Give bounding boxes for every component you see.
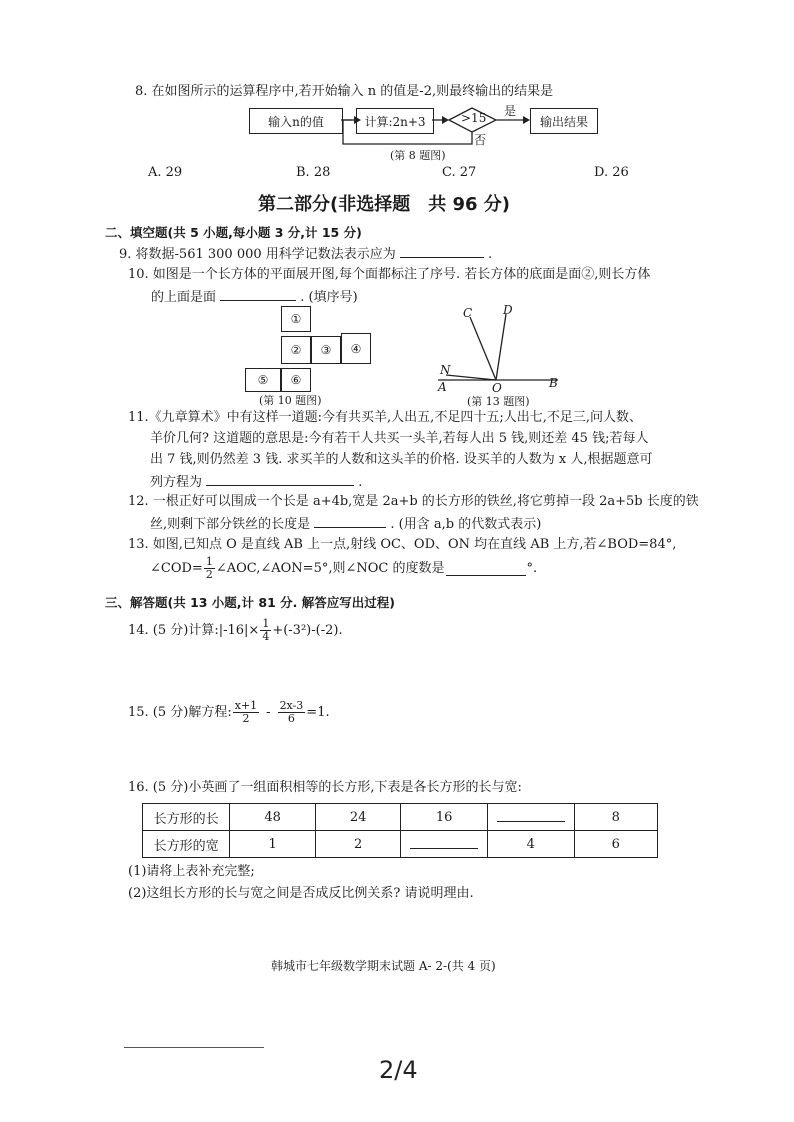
table-cell: 长方形的宽 bbox=[143, 831, 230, 858]
part2-title: 第二部分(非选择题 共 96 分) bbox=[258, 194, 511, 215]
table-cell: 8 bbox=[574, 804, 657, 831]
table-cell-blank bbox=[401, 831, 488, 858]
page-indicator: 2/4 bbox=[379, 1056, 418, 1084]
q13-frac-num: 1 bbox=[205, 555, 213, 568]
q9 bbox=[119, 244, 492, 264]
net-face-1: ① bbox=[281, 306, 311, 332]
q10-text: 的上面是面 bbox=[151, 290, 217, 305]
q14 bbox=[128, 618, 343, 643]
q8-caption: (第 8 题图) bbox=[390, 149, 446, 162]
q11-text: 列方程为 bbox=[150, 475, 203, 490]
table-cell: 长方形的长 bbox=[143, 804, 230, 831]
q13-line2 bbox=[150, 556, 537, 581]
table-cell: 16 bbox=[401, 804, 488, 831]
table-cell-blank bbox=[487, 804, 574, 831]
q11-line2: 羊价几何? 这道题的意思是:今有若干人共买一头羊,若每人出 5 钱,则还差 45 钱;若每人 bbox=[150, 431, 649, 446]
q14-frac-num: 1 bbox=[262, 617, 270, 630]
q15-minus: - bbox=[266, 704, 271, 720]
flow-no-label: 否 bbox=[474, 133, 487, 147]
flow-compute-box: 计算:2n+3 bbox=[356, 108, 434, 134]
section3-title: 三、解答题(共 13 小题,计 81 分. 解答应写出过程) bbox=[105, 595, 395, 610]
section2-title: 二、填空题(共 5 小题,每小题 3 分,计 15 分) bbox=[105, 225, 362, 240]
table-cell: 2 bbox=[315, 831, 401, 858]
net-face-2: ② bbox=[281, 336, 311, 364]
q10-line1: 10. 如图是一个长方体的平面展开图,每个面都标注了序号. 若长方体的底面是面②,则长方体 bbox=[128, 267, 651, 282]
table-row bbox=[143, 804, 658, 831]
net-face-3: ③ bbox=[311, 336, 341, 364]
table-cell: 48 bbox=[230, 804, 316, 831]
q8-stem: 8. 在如图所示的运算程序中,若开始输入 n 的值是-2,则最终输出的结果是 bbox=[135, 84, 554, 99]
flow-cond-label: >15 bbox=[461, 111, 487, 125]
q14-fraction bbox=[260, 618, 271, 643]
q16-sub2: (2)这组长方形的长与宽之间是否成反比例关系? 请说明理由. bbox=[128, 886, 474, 901]
q8-option-c: C. 27 bbox=[442, 165, 477, 180]
q13-label-b: B bbox=[549, 376, 558, 390]
table-row bbox=[143, 831, 658, 858]
q13-text-b: ∠AOC,∠AON=5°,则∠NOC 的度数是 bbox=[215, 560, 445, 576]
q8-option-d: D. 26 bbox=[594, 165, 629, 180]
q10-end: . (填序号) bbox=[300, 290, 358, 305]
q11-answer-blank bbox=[206, 472, 354, 486]
q15-fraction-2 bbox=[278, 700, 306, 725]
q13-label-d: D bbox=[503, 303, 513, 317]
q15-frac1-num: x+1 bbox=[234, 699, 258, 712]
q13-label-c: C bbox=[463, 306, 473, 320]
q11-line4 bbox=[150, 472, 362, 492]
q14-text-a: 14. (5 分)计算:|-16|× bbox=[128, 622, 260, 638]
table-cell: 4 bbox=[487, 831, 574, 858]
q15-text-b: =1. bbox=[306, 704, 330, 720]
q11-line1: 11.《九章算术》中有这样一道题:今有共买羊,人出五,不足四十五;人出七,不足三,问人数、 bbox=[128, 410, 642, 425]
q13-text-a: ∠COD= bbox=[150, 560, 203, 576]
q13-label-n: N bbox=[440, 363, 451, 377]
q13-fraction bbox=[204, 556, 215, 581]
q15 bbox=[128, 700, 330, 725]
q12-text: 丝,则剩下部分铁丝的长度是 bbox=[150, 517, 311, 532]
scan-mark-line bbox=[124, 1047, 264, 1048]
q15-frac2-den: 6 bbox=[287, 712, 295, 725]
q9-end: . bbox=[488, 247, 493, 262]
q15-frac2-num: 2x-3 bbox=[279, 699, 304, 712]
q15-fraction-1 bbox=[233, 700, 259, 725]
q13-line1: 13. 如图,已知点 O 是直线 AB 上一点,射线 OC、OD、ON 均在直线 AB 上方,若∠BOD=84°, bbox=[128, 537, 677, 552]
q14-frac-den: 4 bbox=[262, 630, 270, 643]
q9-answer-blank bbox=[400, 244, 484, 258]
q12-answer-blank bbox=[314, 514, 386, 528]
q8-option-a: A. 29 bbox=[148, 165, 183, 180]
q9-text: 9. 将数据-561 300 000 用科学记数法表示应为 bbox=[119, 247, 396, 262]
q13-answer-blank bbox=[446, 562, 526, 576]
q16-table bbox=[142, 803, 658, 858]
q14-text-b: +(-3²)-(-2). bbox=[272, 622, 343, 638]
net-face-5: ⑤ bbox=[245, 368, 281, 392]
flow-input-box: 输入n的值 bbox=[249, 108, 343, 134]
q16-stem: 16. (5 分)小英画了一组面积相等的长方形,下表是各长方形的长与宽: bbox=[128, 780, 522, 795]
q13-label-o: O bbox=[492, 381, 502, 395]
table-cell: 24 bbox=[315, 804, 401, 831]
q12-line2 bbox=[150, 514, 541, 534]
q13-caption: (第 13 题图) bbox=[467, 395, 530, 408]
table-cell: 6 bbox=[574, 831, 657, 858]
q13-end: °. bbox=[526, 560, 538, 576]
q11-line3: 出 7 钱,则仍然差 3 钱. 求买羊的人数和这头羊的价格. 设买羊的人数为 x 人,根据题意可 bbox=[150, 452, 653, 467]
q10-caption: (第 10 题图) bbox=[259, 394, 322, 407]
q8-option-b: B. 28 bbox=[296, 165, 331, 180]
q12-line1: 12. 一根正好可以围成一个长是 a+4b,宽是 2a+b 的长方形的铁丝,将它剪掉一段 2a+5b 长度的铁 bbox=[128, 494, 699, 509]
q11-end: . bbox=[358, 475, 363, 490]
net-face-4: ④ bbox=[341, 333, 371, 364]
q16-sub1: (1)请将上表补充完整; bbox=[128, 864, 255, 879]
net-face-6: ⑥ bbox=[281, 368, 311, 392]
q13-frac-den: 2 bbox=[205, 568, 213, 581]
flow-yes-label: 是 bbox=[504, 104, 517, 118]
q13-label-a: A bbox=[438, 380, 447, 394]
q15-frac1-den: 2 bbox=[242, 712, 250, 725]
q12-end: . (用含 a,b 的代数式表示) bbox=[390, 517, 542, 532]
flow-output-box: 输出结果 bbox=[530, 108, 598, 134]
table-cell: 1 bbox=[230, 831, 316, 858]
q10-answer-blank bbox=[220, 287, 296, 301]
page-footer: 韩城市七年级数学期末试题 A- 2-(共 4 页) bbox=[271, 959, 496, 973]
q10-line2 bbox=[151, 287, 358, 307]
q15-text-a: 15. (5 分)解方程: bbox=[128, 704, 232, 720]
